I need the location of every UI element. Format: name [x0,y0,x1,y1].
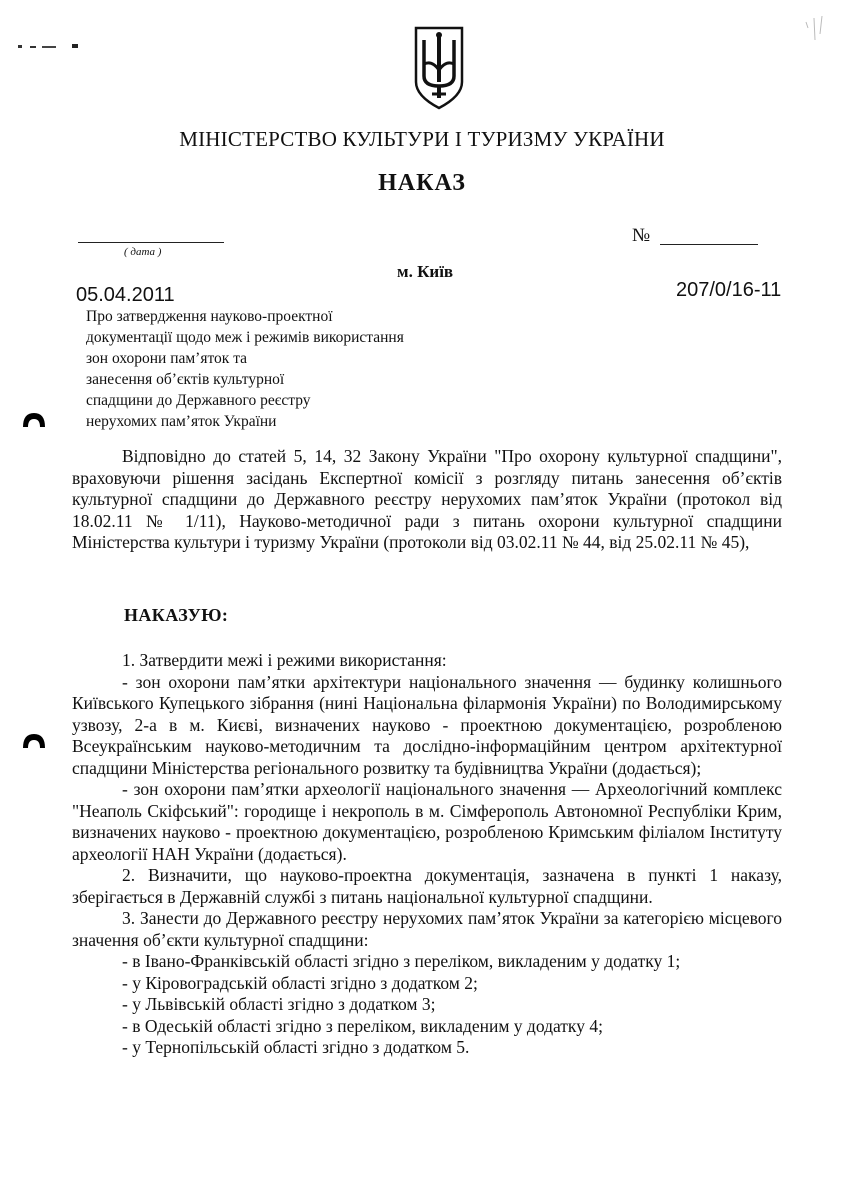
scan-artifact-mark [18,42,80,50]
order-items [72,650,782,1059]
item-2: 2. Визначити, що науково-проектна документація, зазначена в пункті 1 наказу, зберігається в Державній службі з питань національної культурної спадщини. [72,865,782,907]
document-number: 207/0/16-11 [676,279,782,301]
subject-line: спадщини до Державного реєстру [86,392,311,409]
list-item: - в Івано-Франківській області згідно з переліком, викладеним у додатку 1; [122,951,681,971]
item-1-a: - зон охорони пам’ятки архітектури національного значення — будинку колишнього Київського Купецького зібрання (нині Національна філармонія України) по Володимирському узвозу, 2-а в м. Києві, визначених науково - проектною документацією, розробленою Всеукраїнським науково-методичним та дослідно-інформаційним центром архітектурної спадщини Міністерства регіонального розвитку та будівництва України (додається); [72,671,782,778]
subject-line: документації щодо меж і режимів використання [86,329,404,346]
item-1-intro: 1. Затвердити межі і режими використання: [122,650,447,670]
city-label: м. Київ [397,262,454,281]
coat-of-arms-trident-emblem [412,24,466,110]
order-heading: НАКАЗУЮ: [124,605,229,625]
preamble-paragraph: Відповідно до статей 5, 14, 32 Закону України "Про охорону культурної спадщини", враховуючи рішення засідань Експертної комісії з розгляду питань занесення об’єктів культурної спадщини до Державного реєстру нерухомих пам’яток України (протокол від 18.02.11 № 1/11), Науково-методичної ради з питань охорони культурної спадщини Міністерства культури і туризму України (протоколи від 03.02.11 № 44, від 25.02.11 № 45), [72,446,782,552]
ministry-name: МІНІСТЕРСТВО КУЛЬТУРИ І ТУРИЗМУ УКРАЇНИ [179,127,665,151]
list-item: - у Кіровоградській області згідно з додатком 2; [122,972,478,993]
list-item: - в Одеській області згідно з переліком, викладеним у додатку 4; [122,1015,603,1036]
list-item: - у Львівській області згідно з додатком 3; [122,994,436,1014]
number-underline [660,244,758,245]
item-1-b: - зон охорони пам’ятки археології національного значення — Археологічний комплекс "Неаполь Скіфський": городище і некрополь в м. Сімферополь Автономної Республіки Крим, визначених науково - проектною документацією, розробленою Кримським філіалом Інституту археології НАН України (додається). [72,779,782,864]
document-title: НАКАЗ [378,170,466,196]
date-underline [78,242,224,243]
subject-line: зон охорони пам’яток та [86,350,248,367]
hole-punch-mark [22,412,46,428]
subject-line: Про затвердження науково-проектної [86,308,333,325]
list-item: - у Тернопільській області згідно з додатком 5. [122,1037,470,1057]
scan-artifact-corner [800,14,830,44]
hole-punch-mark [22,733,46,749]
item-3: 3. Занести до Державного реєстру нерухомих пам’яток України за категорією місцевого значення об’єкти культурної спадщини: [72,908,782,950]
date-caption: ( дата ) [124,246,162,258]
document-date: 05.04.2011 [76,284,175,306]
document-subject [86,306,404,432]
subject-line: нерухомих пам’яток України [86,413,277,430]
subject-line: занесення об’єктів культурної [86,371,285,388]
number-label: № [632,225,651,246]
